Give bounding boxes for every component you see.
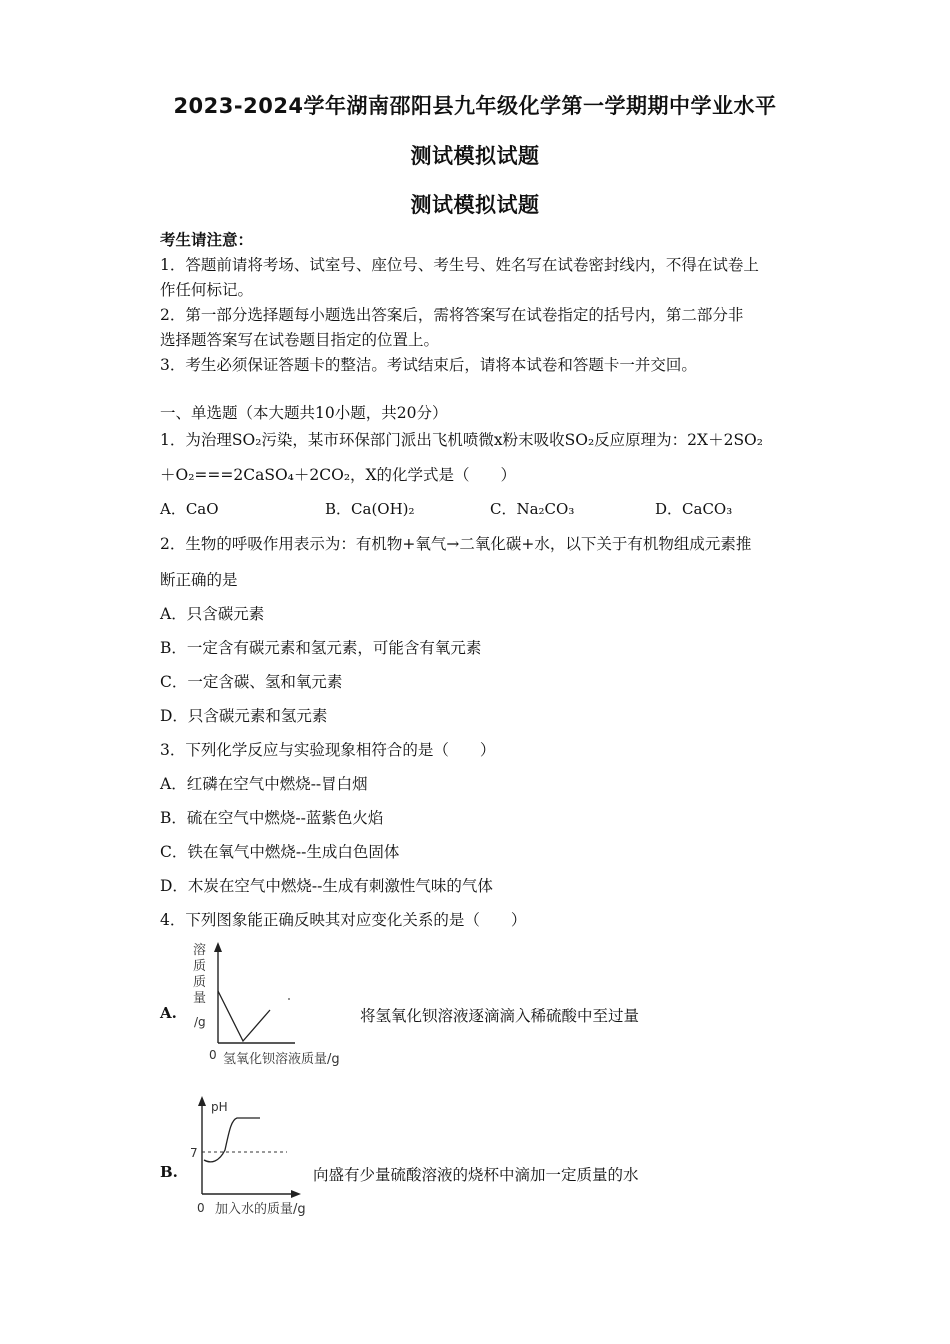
q1-stem-a: 1．为治理SO₂污染，某市环保部门派出飞机喷微x粉末吸收SO₂反应原理为：2X＋2SO₂ [160,431,763,449]
q3-stem: 3．下列化学反应与实验现象相符合的是（ ） [160,741,496,759]
q2-stem-a: 2．生物的呼吸作用表示为：有机物+氧气→二氧化碳+水，以下关于有机物组成元素推 [160,535,752,553]
notice-item-1b: 作任何标记。 [160,281,254,299]
q4-graph-a-xlabel: 氢氧化钡溶液质量/g [223,1052,340,1067]
q4-graph-b-curve [204,1118,260,1162]
q4-graph-a-y-arrow [214,942,222,952]
q4-graph-b-y-arrow [198,1096,206,1106]
q4-graph-a-ylabel-4: 量 [193,991,207,1006]
q2-stem-b: 断正确的是 [160,571,238,589]
q4-graph-b-x-arrow [291,1190,301,1198]
q1-option-c: C．Na₂CO₃ [490,500,575,518]
page-title: 2023-2024学年湖南邵阳县九年级化学第一学期期中学业水平 [173,94,777,118]
q3-option-a: A．红磷在空气中燃烧--冒白烟 [160,775,368,793]
q1-option-b: B．Ca(OH)₂ [325,500,415,518]
q3-option-d: D．木炭在空气中燃烧--生成有刺激性气味的气体 [160,877,493,895]
q4-graph-a-ylabel-2: 质 [193,959,207,974]
q2-option-c: C．一定含碳、氢和氧元素 [160,673,343,691]
notice-heading: 考生请注意： [160,230,254,249]
q4-option-a-label: A. [160,1004,177,1022]
q4-graph-a-curve [218,991,270,1041]
q4-graph-a-ylabel-5: /g [194,1015,206,1029]
q2-option-a: A．只含碳元素 [160,605,265,623]
q4-option-a-desc: 将氢氧化钡溶液逐滴滴入稀硫酸中至过量 [360,1007,640,1025]
q4-stem: 4．下列图象能正确反映其对应变化关系的是（ ） [160,911,527,929]
q4-graph-b-xlabel: 加入水的质量/g [215,1202,306,1217]
page-subtitle-repeat: 测试模拟试题 [410,193,540,217]
q1-option-d: D．CaCO₃ [655,500,733,518]
q4-graph-a-dot [288,998,290,1000]
q4-option-b-desc: 向盛有少量硫酸溶液的烧杯中滴加一定质量的水 [313,1166,639,1184]
q4-graph-b-ylabel: pH [211,1100,228,1114]
q4-option-b-label: B. [160,1163,178,1181]
q4-graph-a-origin: 0 [209,1048,217,1062]
notice-item-1a: 1．答题前请将考场、试室号、座位号、考生号、姓名写在试卷密封线内，不得在试卷上 [160,256,759,274]
q4-graph-b [185,1092,325,1222]
q1-option-a: A．CaO [160,500,219,518]
q2-option-b: B．一定含有碳元素和氢元素，可能含有氧元素 [160,639,482,657]
section-heading: 一、单选题（本大题共10小题，共20分） [160,404,448,422]
q4-graph-b-origin: 0 [197,1201,205,1215]
q4-graph-b-tick-7: 7 [190,1146,198,1160]
q3-option-b: B．硫在空气中燃烧--蓝紫色火焰 [160,809,384,827]
q2-option-d: D．只含碳元素和氢元素 [160,707,328,725]
q4-graph-a [185,938,375,1073]
q3-option-c: C．铁在氧气中燃烧--生成白色固体 [160,843,400,861]
notice-item-2b: 选择题答案写在试卷题目指定的位置上。 [160,331,440,349]
q4-graph-a-ylabel-1: 溶 [193,943,207,958]
q1-stem-b: ＋O₂===2CaSO₄＋2CO₂，X的化学式是（ ） [160,466,517,484]
page-subtitle: 测试模拟试题 [410,144,540,168]
notice-item-3: 3．考生必须保证答题卡的整洁。考试结束后，请将本试卷和答题卡一并交回。 [160,356,697,374]
q4-graph-a-ylabel-3: 质 [193,975,207,990]
notice-item-2a: 2．第一部分选择题每小题选出答案后，需将答案写在试卷指定的括号内，第二部分非 [160,306,744,324]
